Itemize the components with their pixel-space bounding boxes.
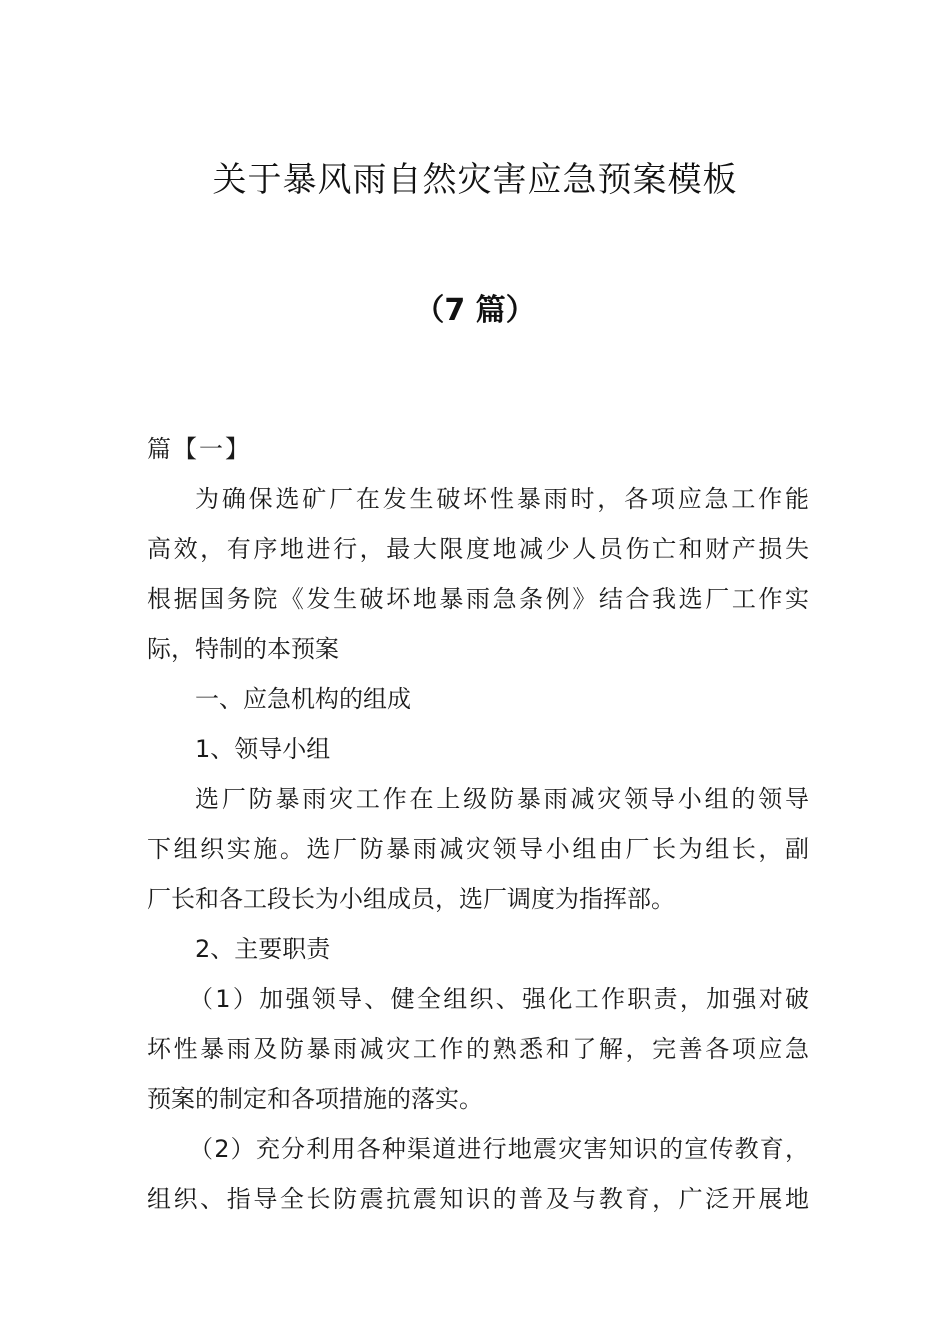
- heading-line: 1、领导小组: [195, 735, 331, 763]
- paragraph-line: （2）充分利用各种渠道进行地震灾害知识的宣传教育，: [189, 1135, 809, 1163]
- paragraph-line: 下组织实施。选厂防暴雨减灾领导小组由厂长为组长，副: [147, 835, 809, 863]
- paragraph-line: （1）加强领导、健全组织、强化工作职责，加强对破: [189, 985, 809, 1013]
- paragraph-line: 际，特制的本预案: [147, 635, 339, 663]
- heading-line: 一、应急机构的组成: [195, 685, 411, 713]
- paragraph-line: 选厂防暴雨灾工作在上级防暴雨减灾领导小组的领导: [195, 785, 809, 813]
- document-subtitle: （7 篇）: [414, 293, 536, 328]
- section-label: 篇【一】: [147, 435, 251, 463]
- paragraph-line: 根据国务院《发生破坏地暴雨急条例》结合我选厂工作实: [147, 585, 809, 613]
- paragraph-line: 预案的制定和各项措施的落实。: [147, 1085, 483, 1113]
- paragraph-line: 组织、指导全长防震抗震知识的普及与教育，广泛开展地: [147, 1185, 809, 1213]
- heading-line: 2、主要职责: [195, 935, 331, 963]
- paragraph-line: 高效，有序地进行，最大限度地减少人员伤亡和财产损失: [147, 535, 809, 563]
- paragraph-line: 坏性暴雨及防暴雨减灾工作的熟悉和了解，完善各项应急: [147, 1035, 809, 1063]
- paragraph-line: 厂长和各工段长为小组成员，选厂调度为指挥部。: [147, 885, 675, 913]
- document-title: 关于暴风雨自然灾害应急预案模板: [212, 160, 738, 200]
- paragraph-line: 为确保选矿厂在发生破坏性暴雨时，各项应急工作能: [195, 485, 809, 513]
- document-body: [147, 424, 809, 1224]
